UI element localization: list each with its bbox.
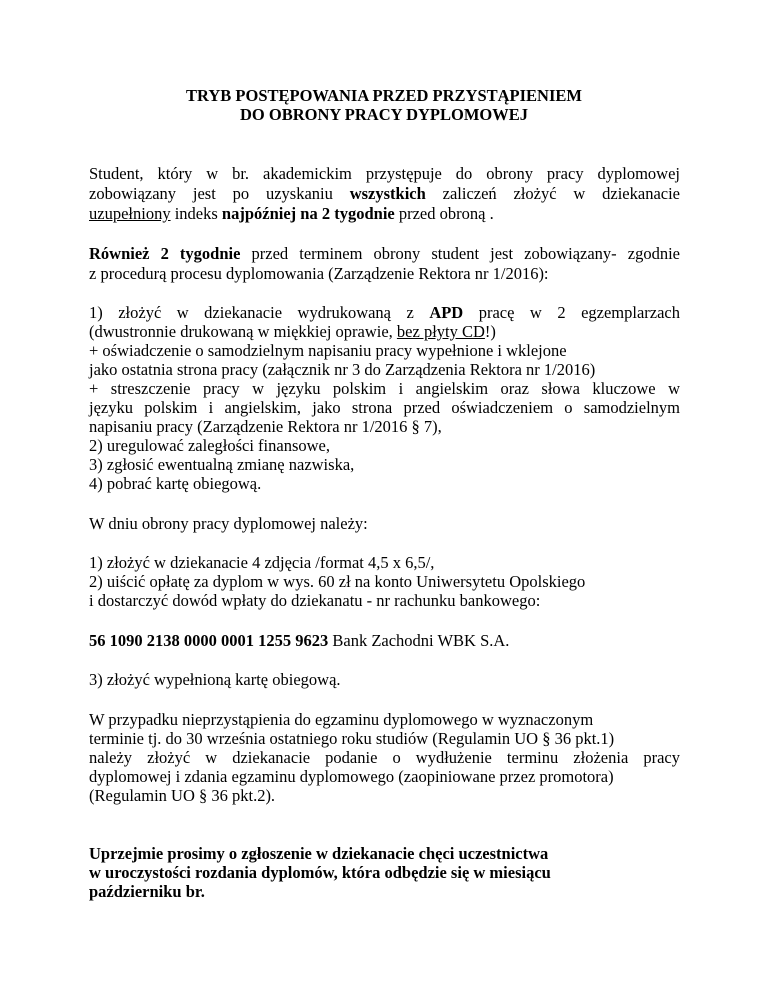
bank-account-line bbox=[89, 631, 509, 650]
paragraph-2-line-1 bbox=[89, 244, 680, 263]
paragraph-5-line-3: i dostarczyć dowód wpłaty do dziekanatu - nr rachunku bankowego: bbox=[89, 591, 541, 610]
page-title-line-2: DO OBRONY PRACY DYPLOMOWEJ bbox=[240, 105, 528, 124]
text-run: indeks bbox=[170, 204, 222, 223]
text-run: (dwustronnie drukowaną w miękkiej oprawie, bbox=[89, 322, 397, 341]
bold-text: APD bbox=[429, 303, 464, 322]
bank-name: Bank Zachodni WBK S.A. bbox=[328, 631, 510, 650]
underlined-text: bez płyty CD bbox=[396, 322, 485, 341]
paragraph-3-line-4: jako ostatnia strona pracy (załącznik nr 3 do Zarządzenia Rektora nr 1/2016) bbox=[89, 360, 596, 379]
underlined-text: uzupełniony bbox=[89, 204, 171, 223]
paragraph-3-line-1 bbox=[89, 303, 680, 322]
paragraph-1-line-2 bbox=[89, 184, 680, 203]
page-title-line-1: TRYB POSTĘPOWANIA PRZED PRZYSTĄPIENIEM bbox=[186, 86, 582, 105]
paragraph-7-line-2: terminie tj. do 30 września ostatniego roku studiów (Regulamin UO § 36 pkt.1) bbox=[89, 729, 615, 748]
paragraph-5-line-1: 1) złożyć w dziekanacie 4 zdjęcia /format 4,5 x 6,5/, bbox=[89, 553, 435, 572]
paragraph-3-line-3: + oświadczenie o samodzielnym napisaniu pracy wypełnione i wklejone bbox=[89, 341, 567, 360]
paragraph-8-line-1: Uprzejmie prosimy o zgłoszenie w dziekanacie chęci uczestnictwa bbox=[89, 844, 549, 863]
bank-account-number: 56 1090 2138 0000 0001 1255 9623 bbox=[89, 631, 329, 650]
paragraph-3-line-10: 4) pobrać kartę obiegową. bbox=[89, 474, 262, 493]
text-run: zaliczeń złożyć w dziekanacie bbox=[425, 184, 680, 203]
text-run: przed terminem obrony student jest zobowiązany- zgodnie bbox=[240, 244, 680, 263]
paragraph-3-line-2 bbox=[89, 322, 496, 341]
paragraph-1-line-3 bbox=[89, 204, 494, 223]
paragraph-7-line-3: należy złożyć w dziekanacie podanie o wydłużenie terminu złożenia pracy bbox=[89, 748, 680, 767]
text-run: zobowiązany jest po uzyskaniu bbox=[89, 184, 350, 203]
paragraph-1-line-1: Student, który w br. akademickim przystępuje do obrony pracy dyplomowej bbox=[89, 164, 680, 183]
bold-text: Również 2 tygodnie bbox=[89, 244, 241, 263]
paragraph-7-line-1: W przypadku nieprzystąpienia do egzaminu dyplomowego w wyznaczonym bbox=[89, 710, 594, 729]
paragraph-3-line-5: + streszczenie pracy w języku polskim i angielskim oraz słowa kluczowe w bbox=[89, 379, 680, 398]
text-run: !) bbox=[484, 322, 496, 341]
paragraph-2-line-2: z procedurą procesu dyplomowania (Zarządzenie Rektora nr 1/2016): bbox=[89, 264, 549, 283]
text-run: pracę w 2 egzemplarzach bbox=[463, 303, 680, 322]
paragraph-4-line-1: W dniu obrony pracy dyplomowej należy: bbox=[89, 514, 368, 533]
paragraph-3-line-9: 3) zgłosić ewentualną zmianę nazwiska, bbox=[89, 455, 355, 474]
paragraph-8-line-2: w uroczystości rozdania dyplomów, która odbędzie się w miesiącu bbox=[89, 863, 551, 882]
paragraph-5-line-2: 2) uiścić opłatę za dyplom w wys. 60 zł na konto Uniwersytetu Opolskiego bbox=[89, 572, 586, 591]
paragraph-7-line-5: (Regulamin UO § 36 pkt.2). bbox=[89, 786, 276, 805]
text-run: przed obroną . bbox=[394, 204, 494, 223]
text-run: 1) złożyć w dziekanacie wydrukowaną z bbox=[89, 303, 430, 322]
paragraph-3-line-8: 2) uregulować zaległości finansowe, bbox=[89, 436, 330, 455]
paragraph-7-line-4: dyplomowej i zdania egzaminu dyplomowego (zaopiniowane przez promotora) bbox=[89, 767, 614, 786]
paragraph-3-line-6: języku polskim i angielskim, jako strona przed oświadczeniem o samodzielnym bbox=[89, 398, 680, 417]
paragraph-6-line-1: 3) złożyć wypełnioną kartę obiegową. bbox=[89, 670, 341, 689]
bold-text: wszystkich bbox=[349, 184, 426, 203]
paragraph-8-line-3: październiku br. bbox=[89, 882, 205, 901]
paragraph-3-line-7: napisaniu pracy (Zarządzenie Rektora nr 1/2016 § 7), bbox=[89, 417, 442, 436]
bold-text: najpóźniej na 2 tygodnie bbox=[221, 204, 395, 223]
